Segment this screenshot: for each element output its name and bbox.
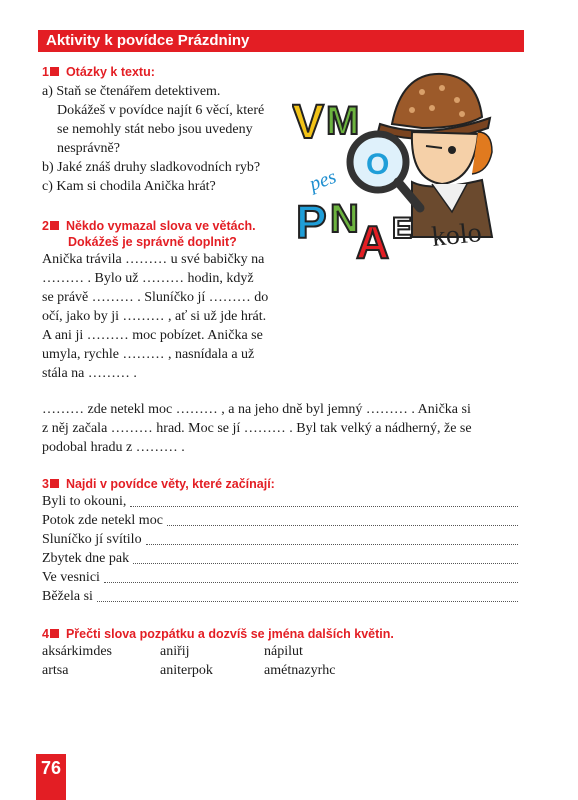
word: nápilut xyxy=(264,644,303,659)
question-3-heading xyxy=(42,476,275,492)
question-number: 3 xyxy=(42,477,49,491)
question-number: 4 xyxy=(42,627,49,641)
word-pes: pes xyxy=(306,165,340,196)
dotted-line xyxy=(130,492,518,507)
text-line: umyla, rychle ……… , nasnídala a už xyxy=(42,347,255,362)
word-kolo: kolo xyxy=(430,216,483,254)
word: artsa xyxy=(42,663,69,678)
sentence-start: Potok zde netekl moc xyxy=(42,513,163,528)
letter-n: N xyxy=(330,197,359,241)
letter-a: A xyxy=(356,216,390,262)
text-line: očí, jako by ji ……… , ať si už jde hrát. xyxy=(42,309,267,324)
red-square-icon xyxy=(50,629,59,638)
answer-line[interactable] xyxy=(42,492,520,511)
dotted-line xyxy=(167,511,518,526)
page-number-text: 76 xyxy=(40,758,62,778)
red-square-icon xyxy=(50,221,59,230)
question-1-heading xyxy=(42,64,155,80)
sentence-start: Sluníčko jí svítilo xyxy=(42,532,142,547)
answer-line[interactable] xyxy=(42,549,520,568)
question-2-text xyxy=(42,250,292,383)
section-title: Aktivity k povídce Prázdniny xyxy=(46,32,250,49)
text-line: z něj začala ……… hrad. Moc se jí ……… . Byl tak velký a nádherný, že se xyxy=(42,421,472,436)
word-row xyxy=(42,642,336,661)
dotted-line xyxy=(97,587,518,602)
question-title: Přečti slova pozpátku a dozvíš se jména dalších květin. xyxy=(65,627,394,641)
question-2-continuation xyxy=(42,400,526,457)
dotted-line xyxy=(104,568,518,583)
red-square-icon xyxy=(50,67,59,76)
answer-line[interactable] xyxy=(42,568,520,587)
text-line: se nemohly stát nebo jsou uvedeny xyxy=(57,122,253,137)
dotted-line xyxy=(133,549,518,564)
answer-line[interactable] xyxy=(42,511,520,530)
question-number: 2 xyxy=(42,219,49,233)
sentence-start: Zbytek dne pak xyxy=(42,551,130,566)
letter-e: E xyxy=(392,212,413,245)
text-line: c) Kam si chodila Anička hrát? xyxy=(42,179,216,194)
question-title: Najdi v povídce věty, které začínají: xyxy=(65,477,275,491)
text-line: ……… zde netekl moc ……… , a na jeho dně byl jemný ……… . Anička si xyxy=(42,402,471,417)
text-line: Anička trávila ……… u své babičky na xyxy=(42,252,265,267)
sentence-start: Běžela si xyxy=(42,589,93,604)
page-number xyxy=(36,754,66,800)
answer-line[interactable] xyxy=(42,587,520,606)
question-1-text xyxy=(42,82,292,196)
reversed-words xyxy=(42,642,336,680)
question-title: Někdo vymazal slova ve větách. xyxy=(65,219,256,233)
answer-line[interactable] xyxy=(42,530,520,549)
section-header xyxy=(38,30,524,52)
sentence-start: Byli to okouni, xyxy=(42,494,127,509)
question-title: Otázky k textu: xyxy=(65,65,155,79)
word-row xyxy=(42,661,336,680)
question-2-heading xyxy=(42,218,292,250)
sentence-start: Ve vesnici xyxy=(42,570,100,585)
text-line: podobal hradu z ……… . xyxy=(42,440,185,455)
text-line: b) Jaké znáš druhy sladkovodních ryb? xyxy=(42,160,261,175)
question-4-heading xyxy=(42,626,394,642)
text-line: stála na ……… . xyxy=(42,366,137,381)
red-square-icon xyxy=(50,479,59,488)
dotted-line xyxy=(146,530,518,545)
letter-v: V xyxy=(292,96,325,149)
letter-p: P xyxy=(296,196,327,248)
word: aksárkimdes xyxy=(42,644,112,659)
text-line: A ani ji ……… moc pobízet. Anička se xyxy=(42,328,263,343)
detective-illustration xyxy=(292,62,524,262)
question-title-line2: Dokážeš je správně doplnit? xyxy=(68,235,237,249)
word: aniřij xyxy=(160,644,190,659)
letter-m: M xyxy=(326,99,360,143)
detective-letters-icon xyxy=(292,62,524,262)
word: aniterpok xyxy=(160,663,213,678)
text-line: nesprávně? xyxy=(57,141,120,156)
text-line: se právě ……… . Sluníčko jí ……… do xyxy=(42,290,269,305)
word: amétnazyrhc xyxy=(264,663,336,678)
text-line: ……… . Bylo už ……… hodin, když xyxy=(42,271,254,286)
letter-o: O xyxy=(366,148,390,181)
question-number: 1 xyxy=(42,65,49,79)
text-line: a) Staň se čtenářem detektivem. xyxy=(42,84,221,99)
text-line: Dokážeš v povídce najít 6 věcí, které xyxy=(57,103,265,118)
